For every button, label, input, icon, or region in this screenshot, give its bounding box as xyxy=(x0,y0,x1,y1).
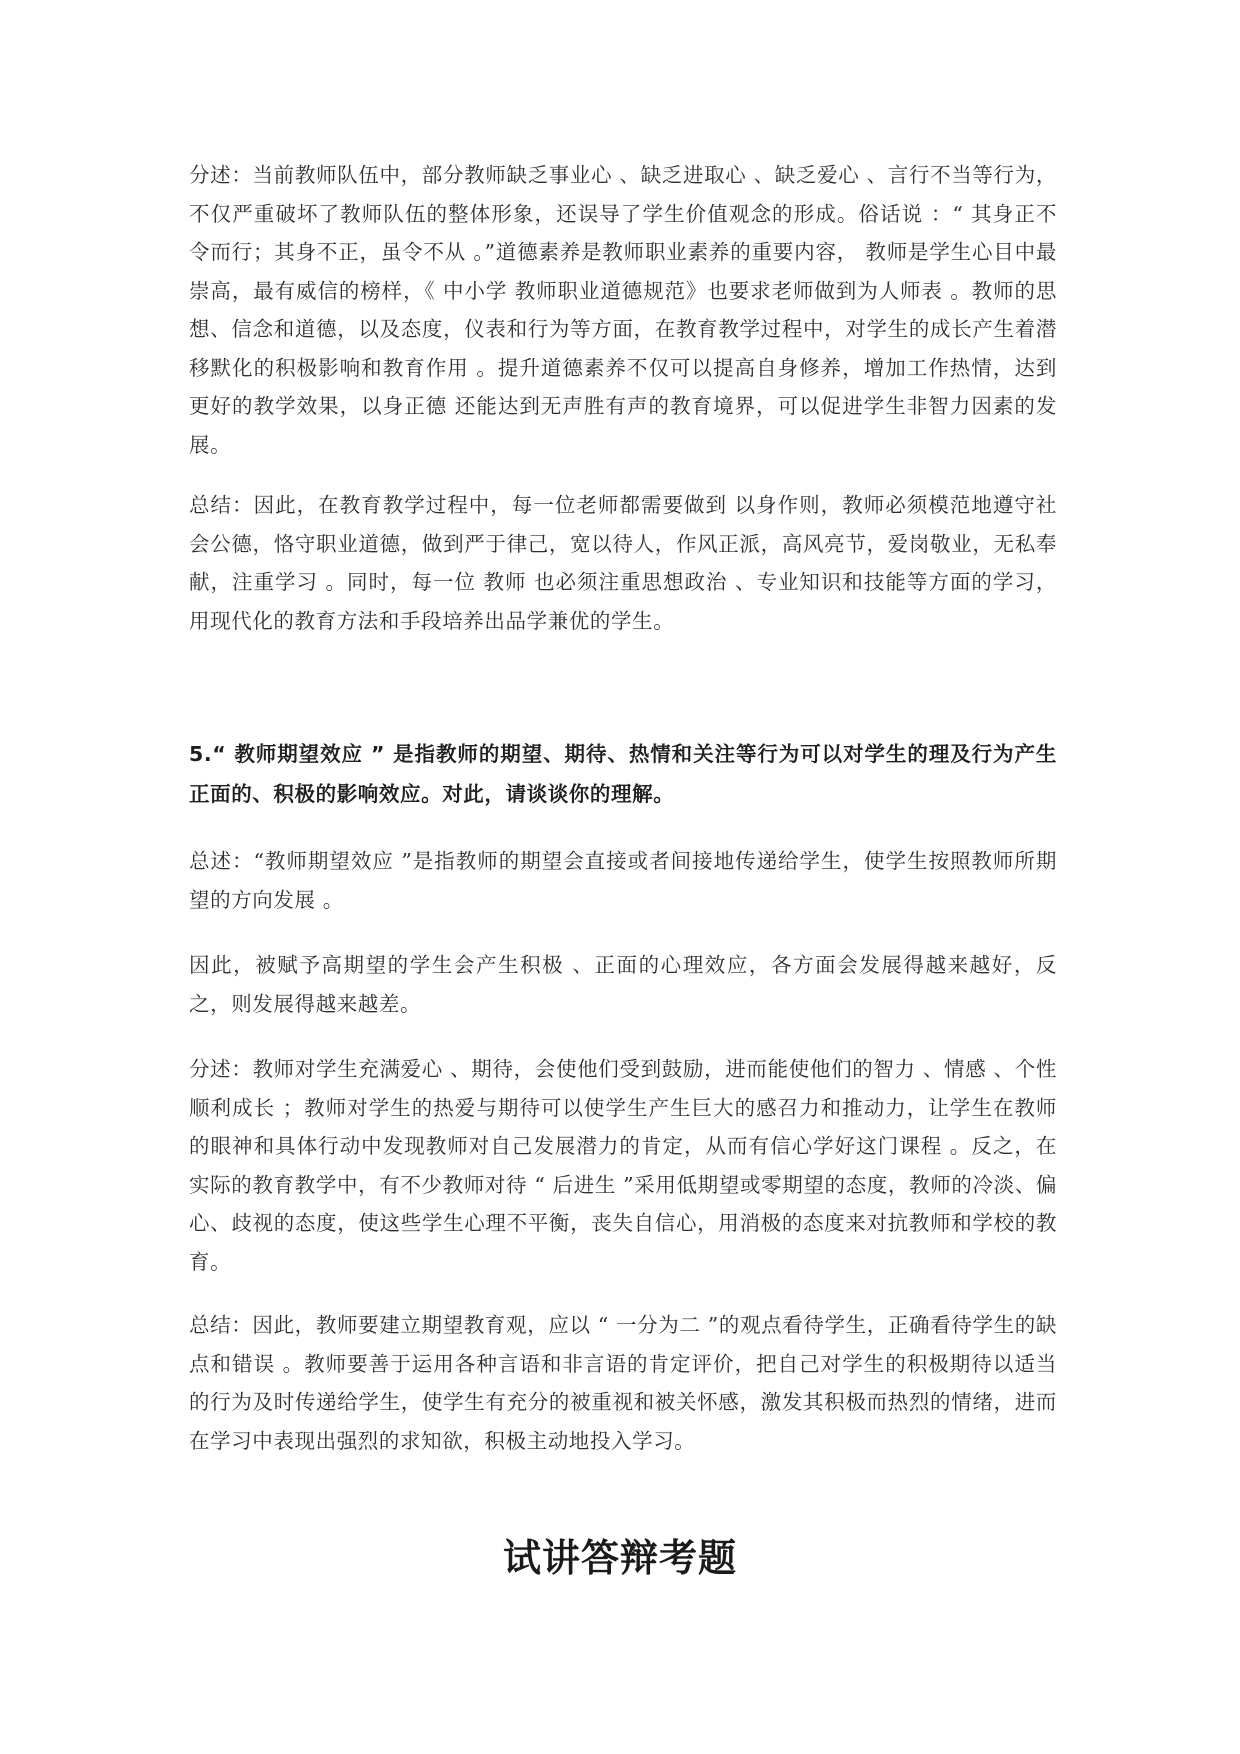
section1-fenshu-paragraph: 分述：当前教师队伍中，部分教师缺乏事业心 、缺乏进取心 、缺乏爱心 、言行不当等行为，不仅严重破坏了教师队伍的整体形象，还误导了学生价值观念的形成。俗话说 ：“ 其身正不令而行；其身不正，虽令不从 。”道德素养是教师职业素养的重要内容， 教师是学生心目中最崇高，最有威信的榜样，《 中小学 教师职业道德规范》也要求老师做到为人师表 。教师的思想、信念和道德，以及态度，仪表和行为等方面，在教育教学过程中，对学生的成长产生着潜移默化的积极影响和教育作用 。提升道德素养不仅可以提高自身修养，增加工作热情，达到更好的教学效果，以身正德 还能达到无声胜有声的教育境界，可以促进学生非智力因素的发展。 xyxy=(189,163,1057,457)
question5-zongjie-paragraph: 总结：因此，教师要建立期望教育观，应以 “ 一分为二 ”的观点看待学生，正确看待学生的缺点和错误 。教师要善于运用各种言语和非言语的肯定评价，把自己对学生的积极期待以适当的行为及时传递给学生，使学生有充分的被重视和被关怀感，激发其积极而热烈的情绪，进而在学习中表现出强烈的求知欲，积极主动地投入学习。 xyxy=(189,1313,1057,1453)
question5-yinci-paragraph: 因此，被赋予高期望的学生会产生积极 、正面的心理效应，各方面会发展得越来越好，反之，则发展得越来越差。 xyxy=(189,953,1057,1016)
question5-title: 5.“ 教师期望效应 ” 是指教师的期望、期待、热情和关注等行为可以对学生的理及行为产生正面的、积极的影响效应。对此，请谈谈你的理解。 xyxy=(189,742,1057,806)
section1-zongjie-paragraph: 总结：因此，在教育教学过程中，每一位老师都需要做到 以身作则，教师必须模范地遵守社会公德，恪守职业道德，做到严于律己，宽以待人，作风正派，高风亮节，爱岗敬业，无私奉献，注重学习 。同时，每一位 教师 也必须注重思想政治 、专业知识和技能等方面的学习，用现代化的教育方法和手段培养出品学兼优的学生。 xyxy=(189,493,1057,633)
question5-fenshu-paragraph: 分述：教师对学生充满爱心 、期待，会使他们受到鼓励，进而能使他们的智力 、情感 、个性顺利成长 ；教师对学生的热爱与期待可以使学生产生巨大的感召力和推动力，让学生在教师的眼神和具体行动中发现教师对自己发展潜力的肯定，从而有信心学好这门课程 。反之，在实际的教育教学中，有不少教师对待 “ 后进生 ”采用低期望或零期望的态度，教师的冷淡、偏心、歧视的态度，使这些学生心理不平衡，丧失自信心，用消极的态度来对抗教师和学校的教育。 xyxy=(189,1057,1057,1274)
section-heading: 试讲答辩考题 xyxy=(502,1536,737,1580)
question5-zongshu-paragraph: 总述：“教师期望效应 ”是指教师的期望会直接或者间接地传递给学生，使学生按照教师所期望的方向发展 。 xyxy=(189,849,1057,912)
